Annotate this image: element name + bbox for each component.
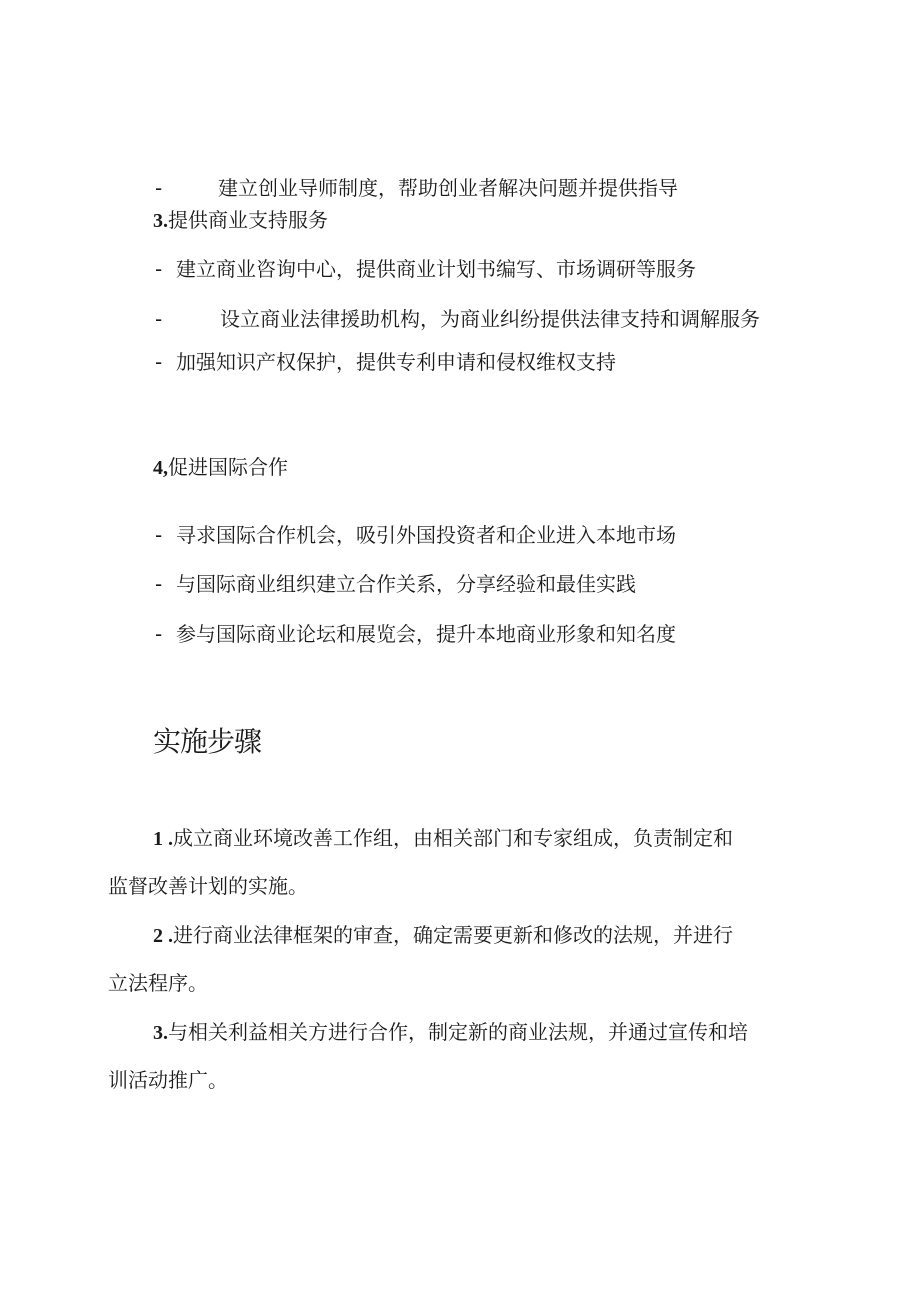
step-continuation: 立法程序。: [108, 971, 208, 995]
section-number: 4,: [153, 457, 168, 479]
step-number: 2: [153, 925, 163, 947]
list-item: 寻求国际合作机会，吸引外国投资者和企业进入本地市场: [176, 523, 676, 547]
list-item: 建立商业咨询中心，提供商业计划书编写、市场调研等服务: [176, 257, 696, 281]
list-bullet: -: [155, 176, 163, 200]
section-title-text: 提供商业支持服务: [168, 208, 328, 232]
step-line: [153, 826, 733, 851]
list-bullet: -: [155, 523, 163, 547]
list-bullet: -: [155, 307, 163, 331]
section-number: 3.: [153, 210, 168, 232]
step-separator: .: [163, 925, 173, 947]
step-text: 与相关利益相关方进行合作，制定新的商业法规，并通过宣传和培: [168, 1020, 748, 1044]
list-item: 设立商业法律援助机构，为商业纠纷提供法律支持和调解服务: [220, 307, 760, 331]
section-title-text: 促进国际合作: [168, 455, 288, 479]
step-number: 3: [153, 1022, 163, 1044]
list-bullet: -: [155, 257, 163, 281]
section-heading: [153, 455, 288, 480]
step-line: [153, 923, 733, 948]
list-bullet: -: [155, 350, 163, 374]
list-item: 加强知识产权保护，提供专利申请和侵权维权支持: [176, 350, 616, 374]
list-bullet: -: [155, 622, 163, 646]
step-separator: .: [163, 1022, 168, 1044]
step-continuation: 监督改善计划的实施。: [108, 874, 308, 898]
section-heading: [153, 208, 328, 233]
step-number: 1: [153, 828, 163, 850]
section-title: 实施步骤: [153, 725, 262, 758]
step-text: 成立商业环境改善工作组，由相关部门和专家组成，负责制定和: [173, 826, 733, 850]
step-separator: .: [163, 828, 173, 850]
step-continuation: 训活动推广。: [108, 1068, 228, 1092]
step-line: [153, 1020, 748, 1045]
list-item: 参与国际商业论坛和展览会，提升本地商业形象和知名度: [176, 622, 676, 646]
list-item: 与国际商业组织建立合作关系，分享经验和最佳实践: [176, 572, 636, 596]
step-text: 进行商业法律框架的审查，确定需要更新和修改的法规，并进行: [173, 923, 733, 947]
list-bullet: -: [155, 572, 163, 596]
list-item: 建立创业导师制度，帮助创业者解决问题并提供指导: [218, 176, 678, 200]
